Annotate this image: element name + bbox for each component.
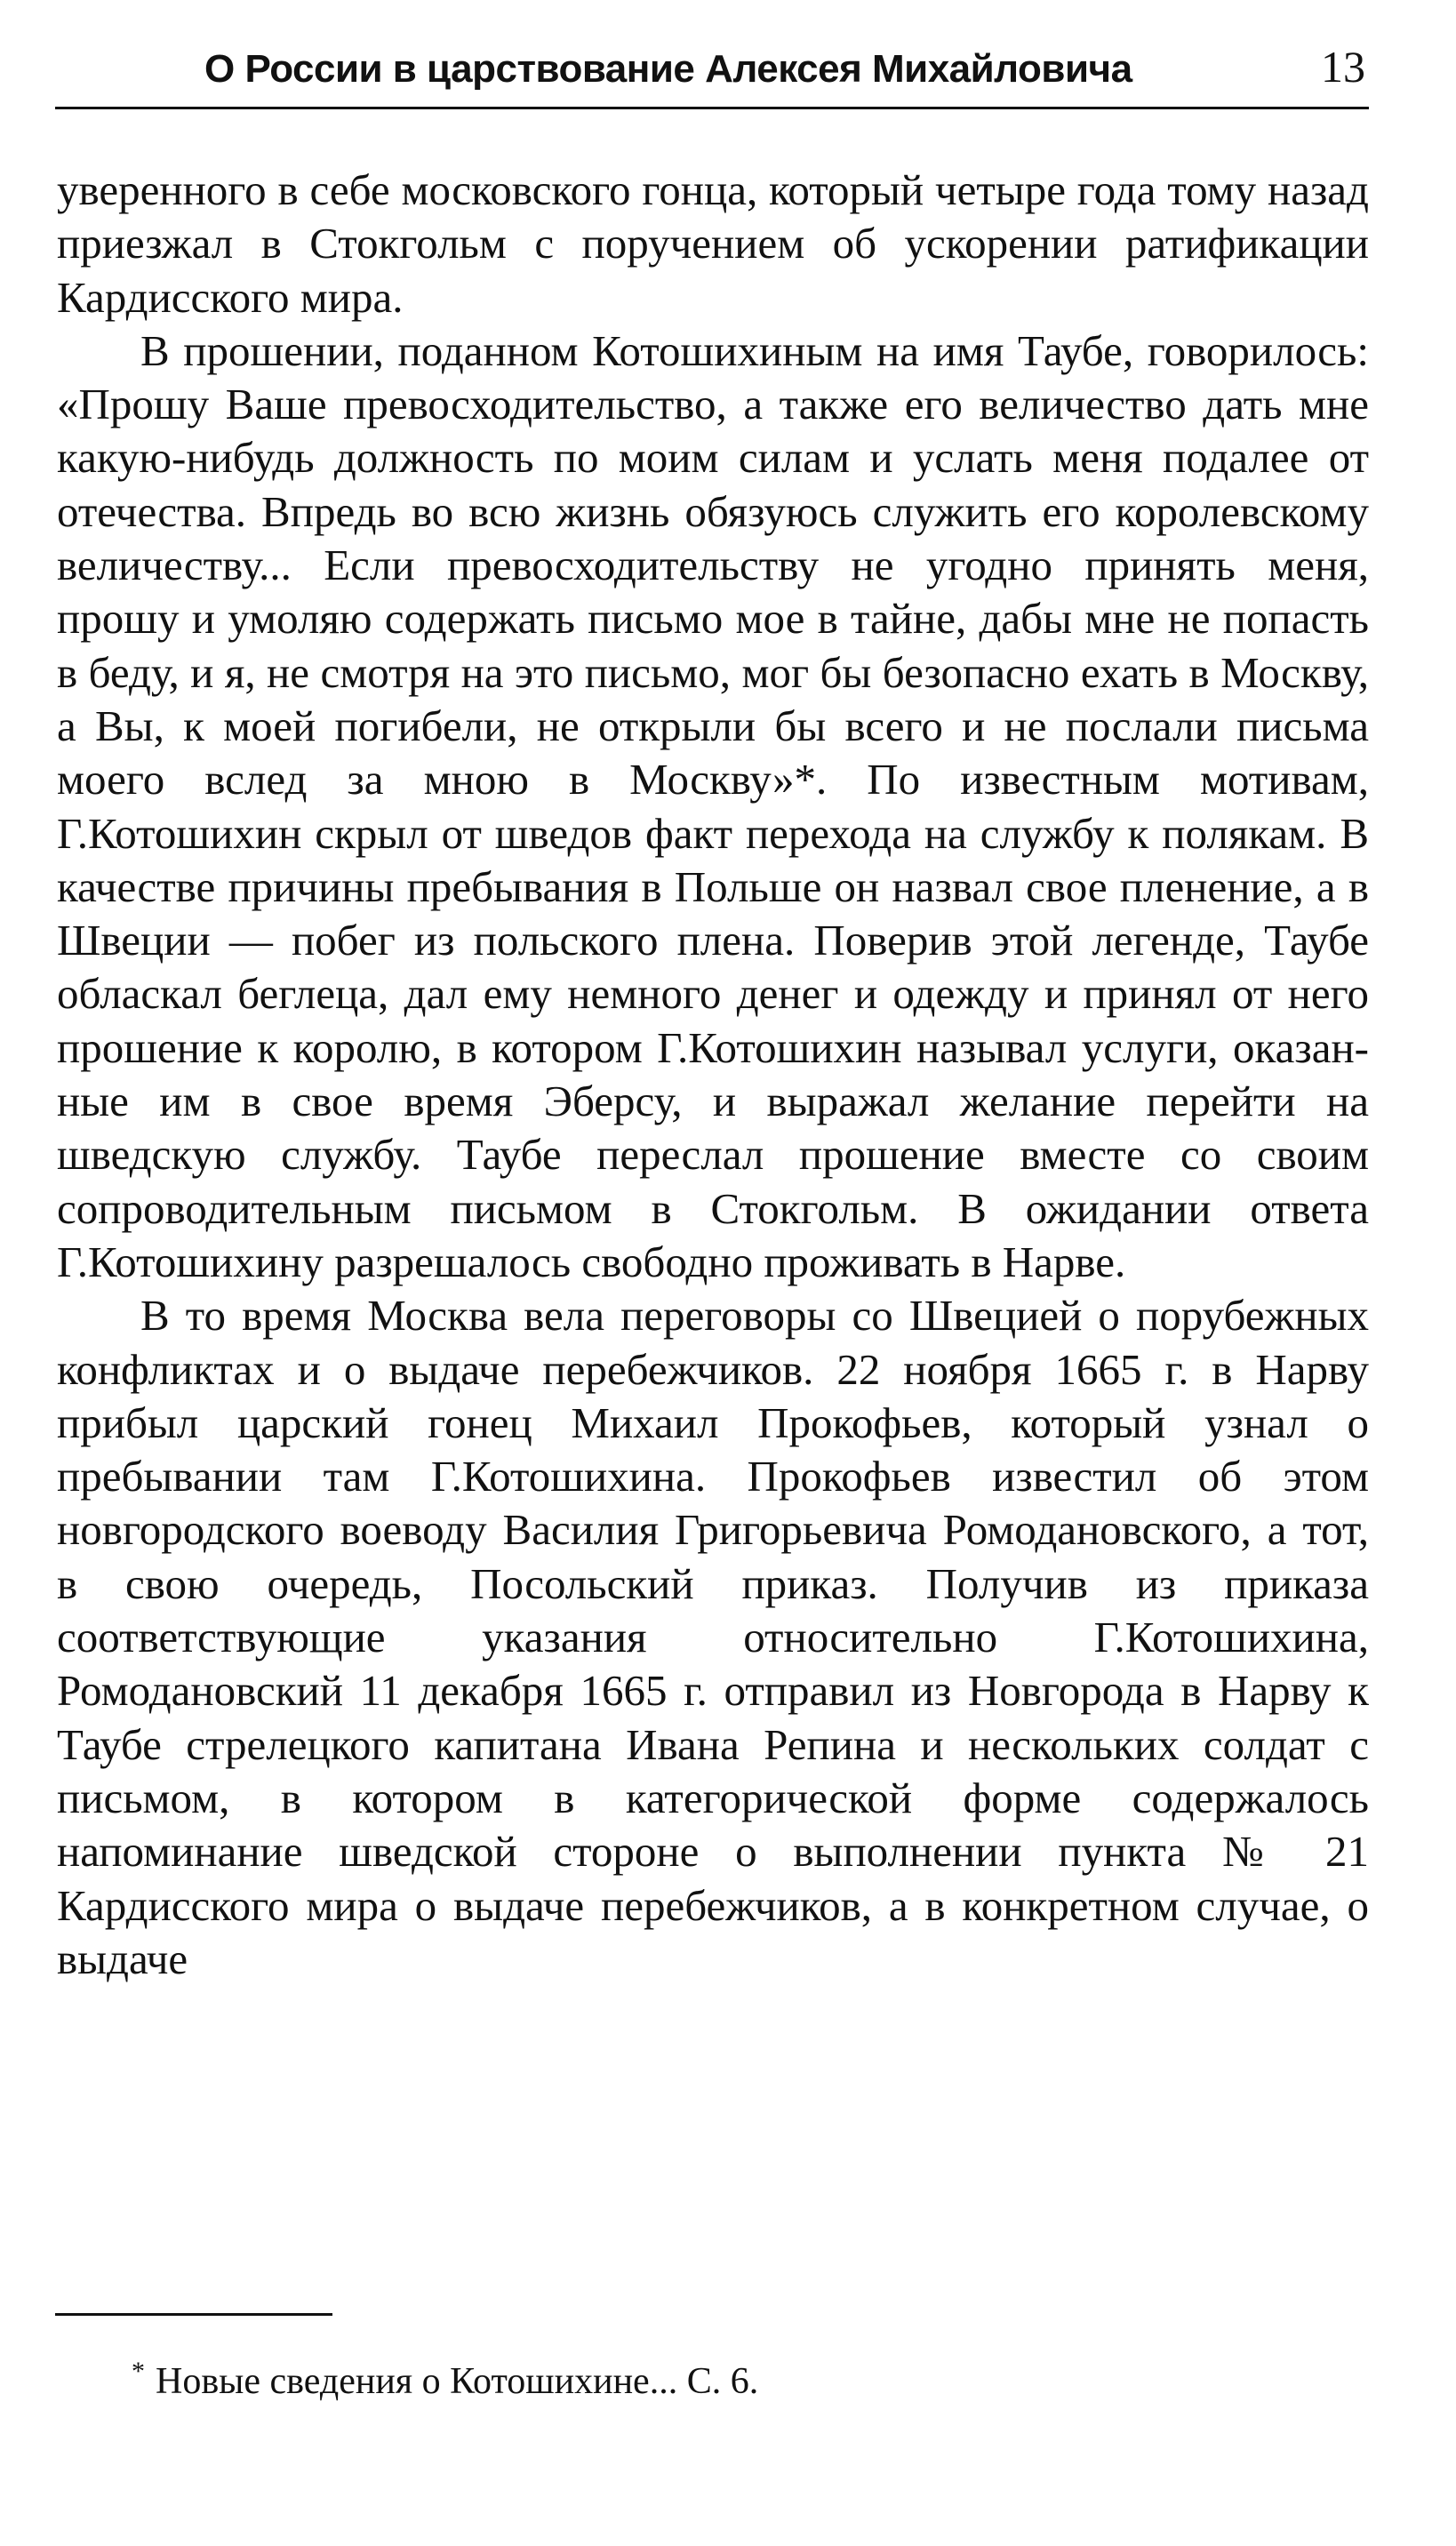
paragraph-1: уверенного в себе московского гонца, который четыре года тому назад приезжал в Стокгольм с поручением об ускорении ратификации Кардисского мира. <box>57 165 1369 322</box>
footnote-rule <box>55 2313 332 2316</box>
header-rule <box>55 107 1369 109</box>
running-head <box>55 27 1369 92</box>
body-text <box>57 164 1369 1986</box>
footnote-marker: * <box>132 2357 145 2386</box>
page-number: 13 <box>1321 42 1365 92</box>
running-title: О России в царствование Алексея Михайловича <box>204 47 1132 91</box>
footnote-text: Новые сведения о Котошихине... С. 6. <box>156 2361 759 2402</box>
paragraph-2: В прошении, поданном Котошихиным на имя Таубе, говорилось: «Прошу Ваше превосходительство, а также его величество дать мне какую-нибудь должность по моим силам и услать меня подалее от отечества. Впредь во всю жизнь обязуюсь служить его королевскому величеству... Если превосходительству не угодно принять меня, прошу и умоляю содержать письмо мое в тайне, дабы мне не попасть в беду, и я, не смотря на это письмо, мог бы безопасно ехать в Москву, а Вы, к моей погибели, не открыли бы всего и не послали письма моего вслед за мною в Москву»*. По известным мотивам, Г.Котошихин скрыл от шведов факт перехода на службу к полякам. В качестве причины пребывания в Польше он назвал свое пленение, а в Швеции — побег из польского плена. Поверив этой легенде, Таубе обласкал беглеца, дал ему немного денег и одежду и принял от него прошение к королю, в котором Г.Котошихин называл услуги, оказанные им в свое время Эберсу, и выражал желание перейти на шведскую службу. Таубе переслал прошение вместе со своим сопроводительным письмом в Стокгольм. В ожидании ответа Г.Котошихину разрешалось свободно проживать в Нарве. <box>57 325 1369 1286</box>
paragraph-3: В то время Москва вела переговоры со Швецией о порубежных конфликтах и о выдаче перебежчиков. 22 ноября 1665 г. в Нарву прибыл царский гонец Михаил Прокофьев, который узнал о пребывании там Г.Котошихина. Прокофьев известил об этом новгородского воеводу Василия Григорьевича Ромодановского, а тот, в свою очередь, Посольский приказ. Получив из приказа соответствующие указания относительно Г.Котошихина, Ромодановский 11 декабря 1665 г. отправил из Новгорода в Нарву к Таубе стрелецкого капитана Ивана Репина и нескольких солдат с письмом, в котором в категорической форме содержалось напоминание шведской стороне о выполнении пункта № 21 Кардисского мира о выдаче перебежчиков, а в конкретном случае, о выдаче <box>57 1291 1369 1983</box>
footnote <box>132 2349 1358 2405</box>
